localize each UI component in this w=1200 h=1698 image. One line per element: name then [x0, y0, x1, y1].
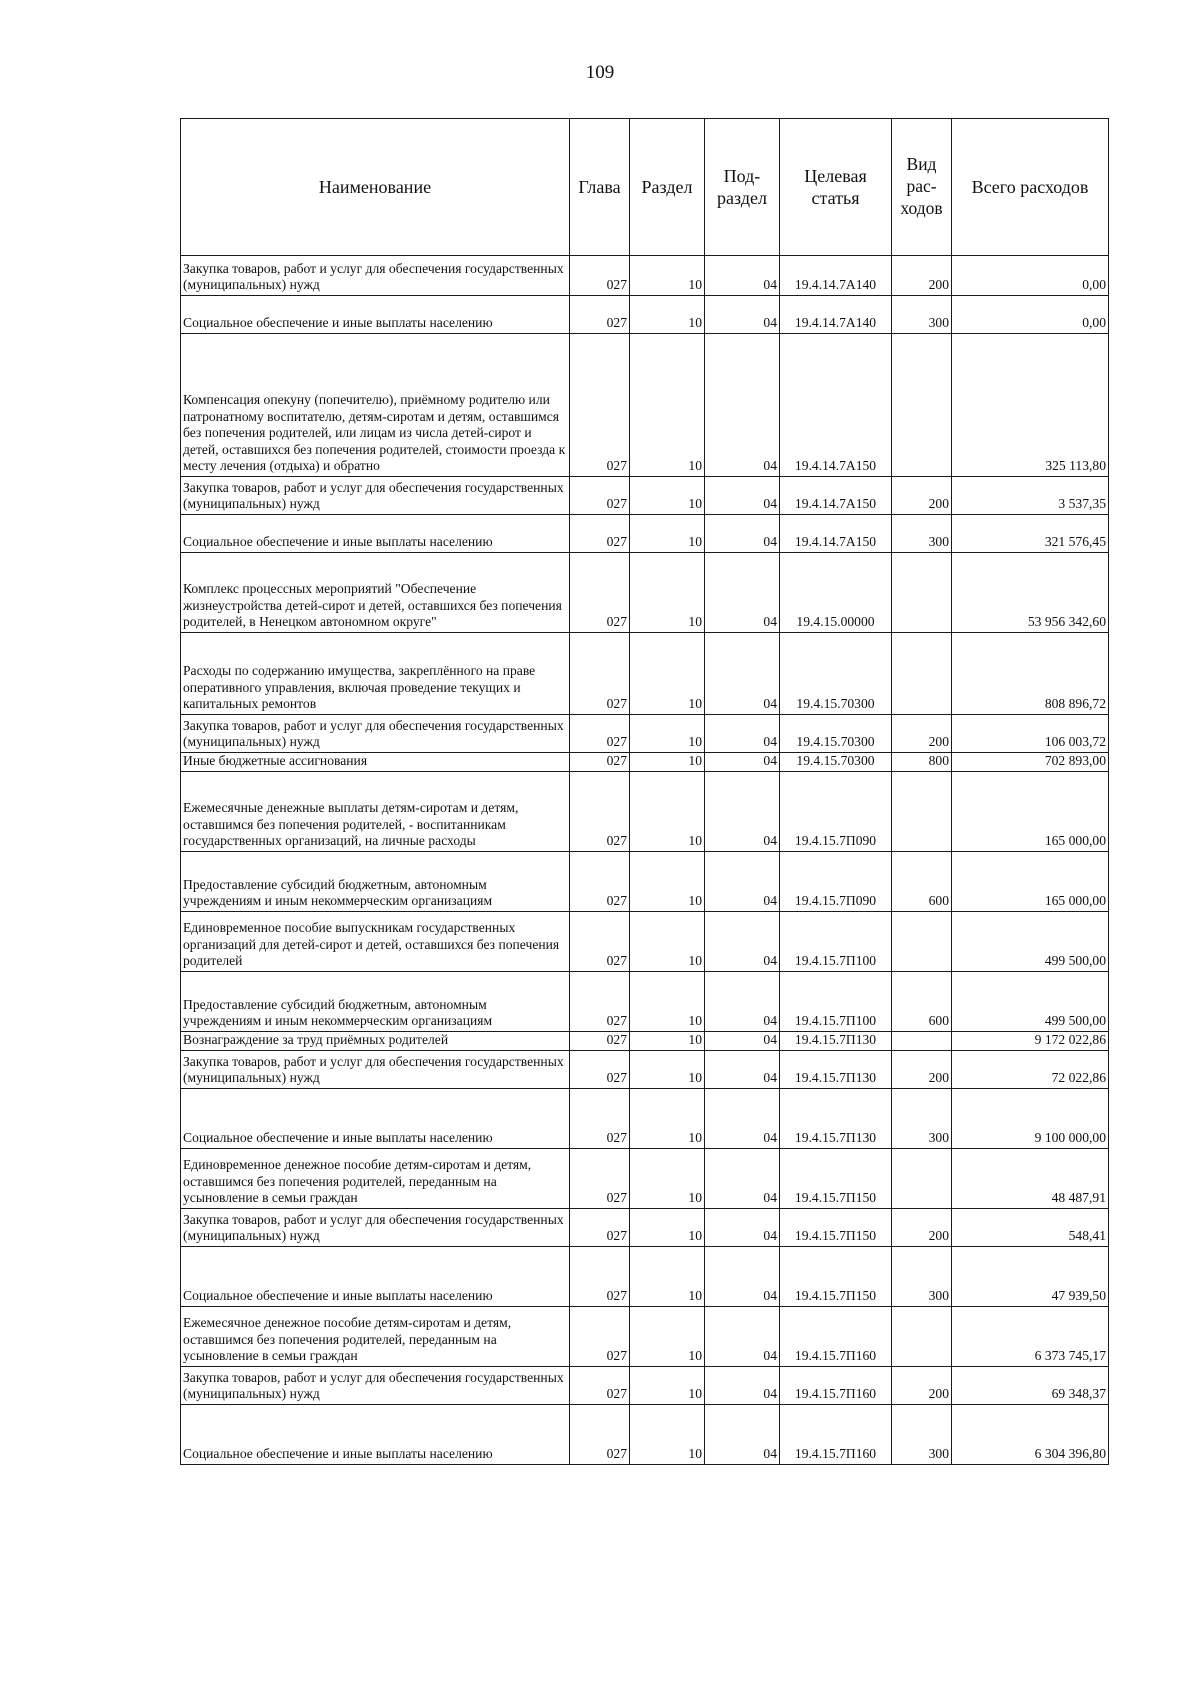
header-razdel: Раздел: [630, 119, 705, 256]
cell-vid: 300: [892, 296, 952, 334]
cell-razdel: 10: [630, 1051, 705, 1089]
cell-name: Вознаграждение за труд приёмных родителей: [181, 1032, 570, 1051]
cell-vid: 200: [892, 715, 952, 753]
cell-total: 69 348,37: [952, 1367, 1109, 1405]
table-row: [181, 1209, 1109, 1247]
cell-name: Единовременное денежное пособие детям-сиротам и детям, оставшимся без попечения родителей, переданным на усыновление в семьи граждан: [181, 1149, 570, 1209]
cell-statya: 19.4.14.7А150: [780, 334, 892, 477]
cell-total: 325 113,80: [952, 334, 1109, 477]
cell-name: Социальное обеспечение и иные выплаты населению: [181, 515, 570, 553]
cell-vid: 800: [892, 753, 952, 772]
cell-statya: 19.4.14.7А150: [780, 515, 892, 553]
cell-statya: 19.4.15.7П160: [780, 1405, 892, 1465]
cell-glava: 027: [570, 912, 630, 972]
cell-total: 165 000,00: [952, 852, 1109, 912]
cell-vid: 600: [892, 852, 952, 912]
cell-podrazdel: 04: [705, 1051, 780, 1089]
cell-podrazdel: 04: [705, 715, 780, 753]
cell-statya: 19.4.15.70300: [780, 633, 892, 715]
cell-name: Компенсация опекуну (попечителю), приёмному родителю или патронатному воспитателю, детям-сиротам и детям, оставшимся без попечения родителей, или лицам из числа детей-сирот и детей, оставшихся без попечения родителей, стоимости проезда к месту лечения (отдыха) и обратно: [181, 334, 570, 477]
cell-podrazdel: 04: [705, 912, 780, 972]
table-row: [181, 772, 1109, 852]
cell-name: Предоставление субсидий бюджетным, автономным учреждениям и иным некоммерческим организациям: [181, 852, 570, 912]
cell-name: Закупка товаров, работ и услуг для обеспечения государственных (муниципальных) нужд: [181, 715, 570, 753]
table-body: [181, 256, 1109, 1465]
cell-razdel: 10: [630, 1209, 705, 1247]
cell-razdel: 10: [630, 1405, 705, 1465]
cell-podrazdel: 04: [705, 772, 780, 852]
cell-name: Социальное обеспечение и иные выплаты населению: [181, 1089, 570, 1149]
table-row: [181, 972, 1109, 1032]
cell-podrazdel: 04: [705, 1149, 780, 1209]
cell-podrazdel: 04: [705, 1032, 780, 1051]
cell-total: 6 373 745,17: [952, 1307, 1109, 1367]
cell-podrazdel: 04: [705, 515, 780, 553]
cell-statya: 19.4.15.7П130: [780, 1051, 892, 1089]
cell-podrazdel: 04: [705, 296, 780, 334]
cell-statya: 19.4.15.7П160: [780, 1307, 892, 1367]
table-row: [181, 715, 1109, 753]
cell-razdel: 10: [630, 256, 705, 296]
cell-razdel: 10: [630, 1032, 705, 1051]
cell-razdel: 10: [630, 852, 705, 912]
cell-name: Ежемесячное денежное пособие детям-сиротам и детям, оставшимся без попечения родителей, переданным на усыновление в семьи граждан: [181, 1307, 570, 1367]
cell-vid: 200: [892, 477, 952, 515]
cell-vid: 300: [892, 1247, 952, 1307]
cell-name: Иные бюджетные ассигнования: [181, 753, 570, 772]
cell-podrazdel: 04: [705, 1209, 780, 1247]
cell-glava: 027: [570, 256, 630, 296]
cell-total: 9 172 022,86: [952, 1032, 1109, 1051]
cell-name: Ежемесячные денежные выплаты детям-сиротам и детям, оставшимся без попечения родителей, - воспитанникам государственных организаций, на личные расходы: [181, 772, 570, 852]
cell-name: Социальное обеспечение и иные выплаты населению: [181, 296, 570, 334]
header-podrazdel: Под- раздел: [705, 119, 780, 256]
cell-podrazdel: 04: [705, 1367, 780, 1405]
cell-total: 48 487,91: [952, 1149, 1109, 1209]
cell-vid: 200: [892, 256, 952, 296]
cell-name: Закупка товаров, работ и услуг для обеспечения государственных (муниципальных) нужд: [181, 1367, 570, 1405]
cell-vid: 300: [892, 515, 952, 553]
cell-statya: 19.4.15.7П100: [780, 972, 892, 1032]
cell-total: 53 956 342,60: [952, 553, 1109, 633]
table-header: [181, 119, 1109, 256]
cell-statya: 19.4.15.7П090: [780, 772, 892, 852]
cell-glava: 027: [570, 1089, 630, 1149]
cell-razdel: 10: [630, 972, 705, 1032]
cell-razdel: 10: [630, 553, 705, 633]
cell-vid: [892, 553, 952, 633]
cell-razdel: 10: [630, 1149, 705, 1209]
cell-glava: 027: [570, 1367, 630, 1405]
cell-statya: 19.4.14.7А140: [780, 296, 892, 334]
cell-razdel: 10: [630, 912, 705, 972]
cell-vid: 200: [892, 1051, 952, 1089]
table-row: [181, 912, 1109, 972]
cell-total: 106 003,72: [952, 715, 1109, 753]
cell-podrazdel: 04: [705, 477, 780, 515]
cell-glava: 027: [570, 1149, 630, 1209]
cell-total: 548,41: [952, 1209, 1109, 1247]
cell-razdel: 10: [630, 296, 705, 334]
table-row: [181, 1405, 1109, 1465]
cell-vid: [892, 1149, 952, 1209]
cell-total: 702 893,00: [952, 753, 1109, 772]
cell-podrazdel: 04: [705, 852, 780, 912]
cell-glava: 027: [570, 633, 630, 715]
cell-razdel: 10: [630, 772, 705, 852]
cell-razdel: 10: [630, 1247, 705, 1307]
cell-total: 321 576,45: [952, 515, 1109, 553]
page-number: 109: [585, 62, 615, 83]
cell-vid: 300: [892, 1089, 952, 1149]
header-total: Всего расходов: [952, 119, 1109, 256]
table-row: [181, 1149, 1109, 1209]
cell-razdel: 10: [630, 477, 705, 515]
cell-glava: 027: [570, 334, 630, 477]
cell-podrazdel: 04: [705, 1405, 780, 1465]
cell-glava: 027: [570, 1247, 630, 1307]
cell-statya: 19.4.15.7П090: [780, 852, 892, 912]
cell-statya: 19.4.15.70300: [780, 715, 892, 753]
cell-total: 6 304 396,80: [952, 1405, 1109, 1465]
cell-vid: 200: [892, 1209, 952, 1247]
cell-vid: [892, 1032, 952, 1051]
cell-glava: 027: [570, 1209, 630, 1247]
cell-podrazdel: 04: [705, 633, 780, 715]
table-row: [181, 1367, 1109, 1405]
cell-glava: 027: [570, 972, 630, 1032]
table-row: [181, 296, 1109, 334]
cell-razdel: 10: [630, 515, 705, 553]
cell-glava: 027: [570, 715, 630, 753]
cell-vid: [892, 633, 952, 715]
cell-statya: 19.4.15.7П100: [780, 912, 892, 972]
header-statya: Целевая статья: [780, 119, 892, 256]
cell-statya: 19.4.15.7П160: [780, 1367, 892, 1405]
cell-razdel: 10: [630, 715, 705, 753]
cell-glava: 027: [570, 753, 630, 772]
cell-glava: 027: [570, 852, 630, 912]
cell-glava: 027: [570, 1032, 630, 1051]
table-row: [181, 852, 1109, 912]
cell-glava: 027: [570, 515, 630, 553]
cell-glava: 027: [570, 553, 630, 633]
cell-glava: 027: [570, 1405, 630, 1465]
cell-name: Единовременное пособие выпускникам государственных организаций для детей-сирот и детей, оставшихся без попечения родителей: [181, 912, 570, 972]
cell-total: 808 896,72: [952, 633, 1109, 715]
cell-vid: 600: [892, 972, 952, 1032]
cell-razdel: 10: [630, 1307, 705, 1367]
cell-glava: 027: [570, 296, 630, 334]
cell-name: Предоставление субсидий бюджетным, автономным учреждениям и иным некоммерческим организациям: [181, 972, 570, 1032]
cell-statya: 19.4.15.7П150: [780, 1149, 892, 1209]
cell-total: 0,00: [952, 256, 1109, 296]
cell-statya: 19.4.15.70300: [780, 753, 892, 772]
table-row: [181, 1247, 1109, 1307]
cell-name: Социальное обеспечение и иные выплаты населению: [181, 1405, 570, 1465]
cell-glava: 027: [570, 477, 630, 515]
header-row: [181, 119, 1109, 256]
cell-total: 9 100 000,00: [952, 1089, 1109, 1149]
table-row: [181, 553, 1109, 633]
table-row: [181, 633, 1109, 715]
table-row: [181, 477, 1109, 515]
table-row: [181, 1089, 1109, 1149]
cell-total: 0,00: [952, 296, 1109, 334]
cell-total: 3 537,35: [952, 477, 1109, 515]
cell-name: Закупка товаров, работ и услуг для обеспечения государственных (муниципальных) нужд: [181, 477, 570, 515]
table-row: [181, 1051, 1109, 1089]
cell-podrazdel: 04: [705, 972, 780, 1032]
cell-glava: 027: [570, 1307, 630, 1367]
header-vid: Вид рас- ходов: [892, 119, 952, 256]
cell-statya: 19.4.15.00000: [780, 553, 892, 633]
cell-statya: 19.4.15.7П150: [780, 1247, 892, 1307]
cell-name: Комплекс процессных мероприятий "Обеспечение жизнеустройства детей-сирот и детей, оставшихся без попечения родителей, в Ненецком автономном округе": [181, 553, 570, 633]
table-row: [181, 753, 1109, 772]
cell-total: 72 022,86: [952, 1051, 1109, 1089]
cell-podrazdel: 04: [705, 553, 780, 633]
header-name: Наименование: [181, 119, 570, 256]
cell-podrazdel: 04: [705, 334, 780, 477]
cell-total: 499 500,00: [952, 972, 1109, 1032]
cell-name: Закупка товаров, работ и услуг для обеспечения государственных (муниципальных) нужд: [181, 256, 570, 296]
cell-podrazdel: 04: [705, 1089, 780, 1149]
cell-razdel: 10: [630, 334, 705, 477]
cell-statya: 19.4.14.7А150: [780, 477, 892, 515]
header-glava: Глава: [570, 119, 630, 256]
cell-name: Социальное обеспечение и иные выплаты населению: [181, 1247, 570, 1307]
budget-table: [180, 118, 1109, 1465]
table-row: [181, 1307, 1109, 1367]
cell-vid: [892, 912, 952, 972]
cell-razdel: 10: [630, 1089, 705, 1149]
cell-name: Расходы по содержанию имущества, закреплённого на праве оперативного управления, включая проведение текущих и капитальных ремонтов: [181, 633, 570, 715]
cell-vid: 200: [892, 1367, 952, 1405]
cell-vid: [892, 334, 952, 477]
cell-statya: 19.4.14.7А140: [780, 256, 892, 296]
cell-statya: 19.4.15.7П130: [780, 1032, 892, 1051]
cell-glava: 027: [570, 772, 630, 852]
table-row: [181, 256, 1109, 296]
cell-total: 47 939,50: [952, 1247, 1109, 1307]
cell-total: 499 500,00: [952, 912, 1109, 972]
cell-razdel: 10: [630, 633, 705, 715]
cell-statya: 19.4.15.7П150: [780, 1209, 892, 1247]
cell-razdel: 10: [630, 1367, 705, 1405]
cell-podrazdel: 04: [705, 753, 780, 772]
cell-podrazdel: 04: [705, 1307, 780, 1367]
cell-podrazdel: 04: [705, 1247, 780, 1307]
cell-vid: [892, 772, 952, 852]
cell-name: Закупка товаров, работ и услуг для обеспечения государственных (муниципальных) нужд: [181, 1209, 570, 1247]
cell-vid: 300: [892, 1405, 952, 1465]
cell-glava: 027: [570, 1051, 630, 1089]
cell-name: Закупка товаров, работ и услуг для обеспечения государственных (муниципальных) нужд: [181, 1051, 570, 1089]
cell-vid: [892, 1307, 952, 1367]
cell-razdel: 10: [630, 753, 705, 772]
cell-podrazdel: 04: [705, 256, 780, 296]
table-row: [181, 334, 1109, 477]
table-row: [181, 515, 1109, 553]
cell-statya: 19.4.15.7П130: [780, 1089, 892, 1149]
table-row: [181, 1032, 1109, 1051]
cell-total: 165 000,00: [952, 772, 1109, 852]
